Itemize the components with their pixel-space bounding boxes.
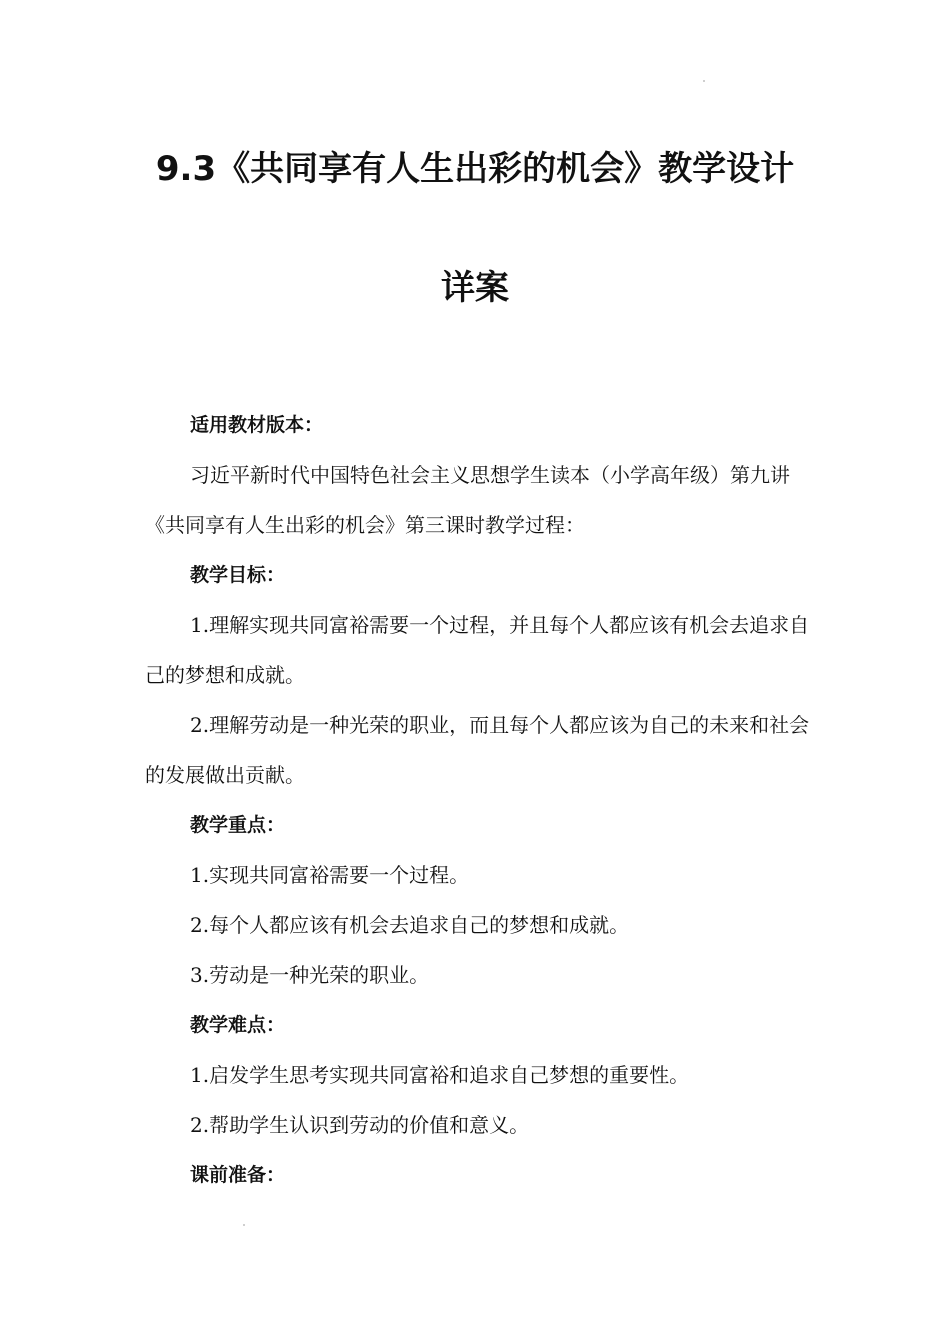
document-body bbox=[145, 400, 810, 1200]
difficulty-item: 2.帮助学生认识到劳动的价值和意义。 bbox=[190, 1113, 530, 1137]
key-point-item: 1.实现共同富裕需要一个过程。 bbox=[190, 863, 470, 887]
key-point-item: 3.劳动是一种光荣的职业。 bbox=[190, 963, 430, 987]
document-title: 9.3《共同享有人生出彩的机会》教学设计 bbox=[155, 149, 795, 189]
section-heading-difficulties: 教学难点： bbox=[190, 1014, 286, 1036]
difficulty-item: 1.启发学生思考实现共同富裕和追求自己梦想的重要性。 bbox=[190, 1063, 690, 1087]
objective-item: 2.理解劳动是一种光荣的职业，而且每个人都应该为自己的未来和社会的发展做出贡献。 bbox=[145, 713, 810, 787]
key-point-item: 2.每个人都应该有机会去追求自己的梦想和成就。 bbox=[190, 913, 630, 937]
document-subtitle: 详案 bbox=[441, 268, 509, 308]
page-speck bbox=[243, 1224, 245, 1226]
section-heading-objectives: 教学目标： bbox=[190, 564, 286, 586]
objective-item: 1.理解实现共同富裕需要一个过程，并且每个人都应该有机会去追求自己的梦想和成就。 bbox=[145, 613, 810, 687]
section-heading-key-points: 教学重点： bbox=[190, 814, 286, 836]
paragraph-textbook: 习近平新时代中国特色社会主义思想学生读本（小学高年级）第九讲《共同享有人生出彩的机会》第三课时教学过程： bbox=[145, 463, 790, 537]
page-speck bbox=[703, 80, 705, 82]
section-heading-textbook: 适用教材版本： bbox=[190, 414, 324, 436]
section-heading-preparation: 课前准备： bbox=[190, 1164, 286, 1186]
